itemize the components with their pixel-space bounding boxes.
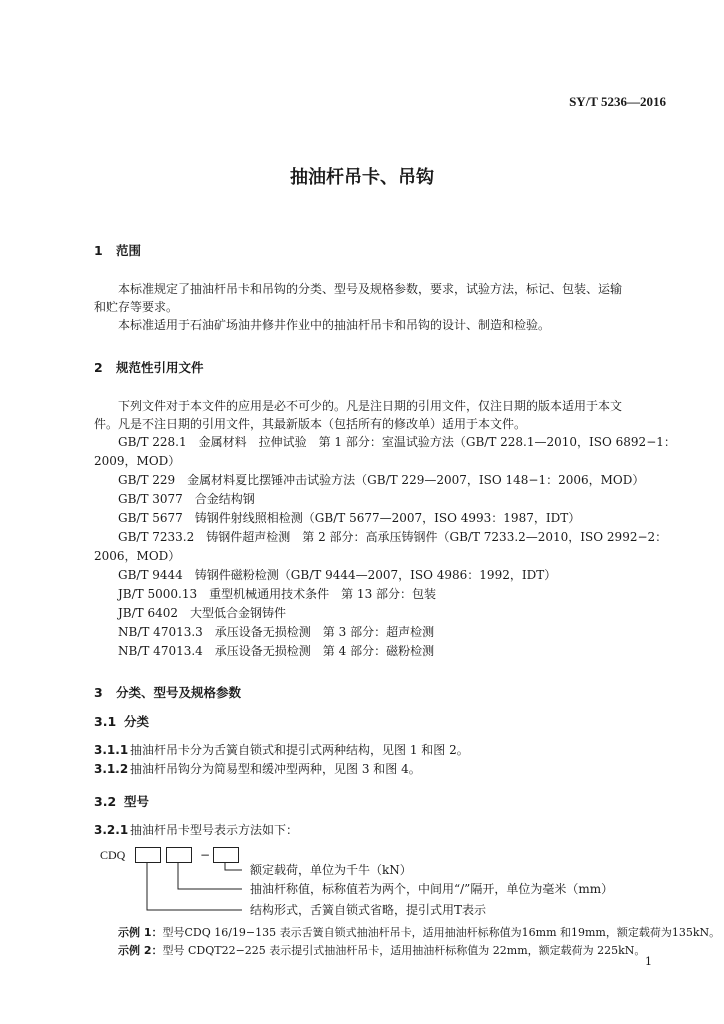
- ref-item: JB/T 6402 大型低合金钢铸件: [118, 606, 287, 620]
- ref-item: 2006，MOD）: [94, 549, 181, 563]
- standard-number: SY/T 5236—2016: [569, 94, 666, 109]
- section-1-number: 1: [94, 243, 103, 258]
- document-title: 抽油杆吊卡、吊钩: [290, 167, 434, 188]
- section-2-intro-a: 下列文件对于本文件的应用是必不可少的。凡是注日期的引用文件，仅注日期的版本适用于本文: [118, 399, 623, 413]
- example-2-text: 型号 CDQT22−225 表示提引式抽油杆吊卡，适用抽油杆标称值为 22mm，额定载荷为 225kN。: [162, 944, 646, 957]
- section-1-para-1a: 本标准规定了抽油杆吊卡和吊钩的分类、型号及规格参数，要求，试验方法，标记、包装、运输: [118, 282, 623, 296]
- clause-3-1-1-text: 抽油杆吊卡分为舌簧自锁式和提引式两种结构，见图 1 和图 2。: [130, 743, 469, 757]
- ref-item: GB/T 9444 铸钢件磁粉检测（GB/T 9444—2007，ISO 4986：1992，IDT）: [118, 568, 557, 582]
- clause-3-1-2-number: 3.1.2: [94, 762, 129, 776]
- ref-item: GB/T 229 金属材料夏比摆锤冲击试验方法（GB/T 229—2007，ISO 148−1：2006，MOD）: [118, 473, 645, 487]
- example-1: [118, 924, 720, 940]
- model-diameter-box: [166, 847, 192, 863]
- model-load-label: 额定载荷，单位为千牛（kN）: [250, 863, 412, 877]
- example-2: [118, 942, 645, 958]
- clause-3-1-2: [94, 761, 421, 778]
- section-1-para-2: 本标准适用于石油矿场油井修井作业中的抽油杆吊卡和吊钩的设计、制造和检验。: [118, 318, 551, 332]
- ref-item: 2009，MOD）: [94, 454, 181, 468]
- page-number: 1: [645, 955, 652, 968]
- model-form-box: [135, 847, 161, 863]
- clause-3-2-1-number: 3.2.1: [94, 823, 129, 837]
- section-2-heading: [94, 358, 204, 376]
- clause-3-2-1: [94, 822, 298, 839]
- ref-item: GB/T 3077 合金结构钢: [118, 492, 255, 506]
- ref-item: JB/T 5000.13 重型机械通用技术条件 第 13 部分：包装: [118, 587, 437, 601]
- section-2-number: 2: [94, 360, 103, 375]
- section-3-1-heading: [94, 712, 149, 730]
- section-2-title: 规范性引用文件: [116, 360, 204, 375]
- section-3-1-number: 3.1: [94, 714, 117, 729]
- clause-3-1-1: [94, 742, 469, 759]
- section-3-number: 3: [94, 685, 103, 700]
- model-load-box: [213, 847, 239, 863]
- model-prefix: CDQ: [100, 848, 126, 862]
- section-1-para-1b: 和贮存等要求。: [94, 300, 179, 314]
- section-3-2-heading: [94, 792, 149, 810]
- example-1-label: 示例 1：: [118, 926, 163, 939]
- clause-3-1-2-text: 抽油杆吊钩分为简易型和缓冲型两种，见图 3 和图 4。: [130, 762, 421, 776]
- model-separator: −: [200, 848, 211, 862]
- example-1-text: 型号CDQ 16/19−135 表示舌簧自锁式抽油杆吊卡，适用抽油杆标称值为16mm 和19mm，额定载荷为135kN。: [162, 926, 721, 939]
- section-3-2-number: 3.2: [94, 794, 117, 809]
- section-1-title: 范围: [116, 243, 142, 258]
- model-diameter-label: 抽油杆称值，标称值若为两个，中间用“/”隔开，单位为毫米（mm）: [250, 882, 614, 896]
- ref-item: NB/T 47013.4 承压设备无损检测 第 4 部分：磁粉检测: [118, 644, 435, 658]
- section-1-heading: [94, 241, 141, 259]
- example-2-label: 示例 2：: [118, 944, 163, 957]
- ref-item: GB/T 228.1 金属材料 拉伸试验 第 1 部分：室温试验方法（GB/T 228.1—2010，ISO 6892−1：: [118, 435, 676, 449]
- section-3-title: 分类、型号及规格参数: [116, 685, 242, 700]
- clause-3-1-1-number: 3.1.1: [94, 743, 129, 757]
- ref-item: GB/T 7233.2 铸钢件超声检测 第 2 部分：高承压铸钢件（GB/T 7233.2—2010，ISO 2992−2：: [118, 530, 668, 544]
- model-form-label: 结构形式，舌簧自锁式省略，提引式用T表示: [250, 903, 487, 917]
- ref-item: GB/T 5677 铸钢件射线照相检测（GB/T 5677—2007，ISO 4993：1987，IDT）: [118, 511, 581, 525]
- section-2-intro-b: 件。凡是不注日期的引用文件，其最新版本（包括所有的修改单）适用于本文件。: [94, 417, 527, 431]
- clause-3-2-1-text: 抽油杆吊卡型号表示方法如下：: [130, 823, 299, 837]
- section-3-heading: [94, 683, 241, 701]
- section-3-1-title: 分类: [124, 714, 150, 729]
- section-3-2-title: 型号: [124, 794, 150, 809]
- ref-item: NB/T 47013.3 承压设备无损检测 第 3 部分：超声检测: [118, 625, 435, 639]
